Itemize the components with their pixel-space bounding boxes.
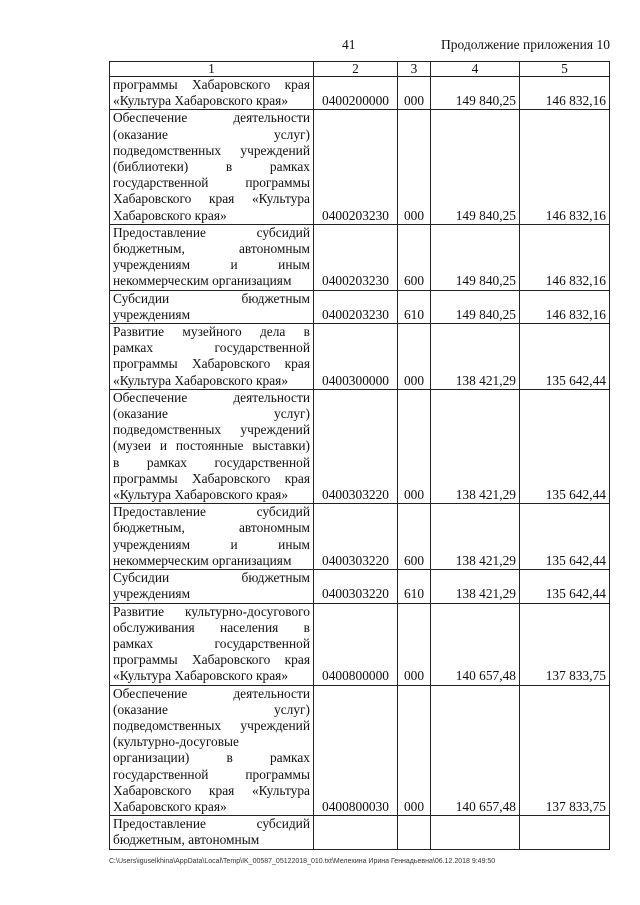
row-name-line: Субсидии бюджетным <box>113 290 310 306</box>
expense-type-code: 000 <box>398 685 431 816</box>
table-row <box>110 324 610 390</box>
table-row <box>110 224 610 290</box>
amount-year-2 <box>520 816 610 849</box>
row-name-line: в рамках государственной <box>113 454 310 470</box>
column-number: 5 <box>520 62 610 77</box>
expense-type-code: 000 <box>398 77 431 110</box>
target-article-code: 0400203230 <box>314 110 398 224</box>
amount-year-2: 135 642,44 <box>520 570 610 603</box>
row-name-line: подведомственных учреждений <box>113 422 310 438</box>
target-article-code: 0400303220 <box>314 570 398 603</box>
row-name-line: программы Хабаровского края <box>113 356 310 372</box>
row-name-line: (музеи и постоянные выставки) <box>113 438 310 454</box>
amount-year-1: 149 840,25 <box>431 290 520 323</box>
row-name-line: «Культура Хабаровского края» <box>113 93 289 109</box>
row-name-line: учреждениям и иным <box>113 536 310 552</box>
table-row <box>110 290 610 323</box>
amount-year-1: 149 840,25 <box>431 224 520 290</box>
row-name-line: (библиотеки) в рамках <box>113 159 310 175</box>
table-row <box>110 570 610 603</box>
row-name-line: рамках государственной <box>113 340 310 356</box>
table-row <box>110 77 610 110</box>
row-name-line: Обеспечение деятельности <box>113 389 310 405</box>
row-name-cell <box>110 603 314 685</box>
amount-year-2: 146 832,16 <box>520 290 610 323</box>
table-row <box>110 685 610 816</box>
column-number-row <box>110 62 610 77</box>
row-name-cell <box>110 290 314 323</box>
row-name-line: Хабаровского края «Культура <box>113 191 310 207</box>
row-name-line: «Культура Хабаровского края» <box>113 668 289 684</box>
target-article-code: 0400800030 <box>314 685 398 816</box>
row-name-line: Предоставление субсидий <box>113 816 310 832</box>
row-name-line: государственной программы <box>113 766 310 782</box>
budget-table-body <box>110 62 610 850</box>
appendix-continuation: Продолжение приложения 10 <box>440 37 610 52</box>
row-name-line: подведомственных учреждений <box>113 142 310 158</box>
row-name-line: Хабаровского края» <box>113 798 227 814</box>
target-article-code: 0400303220 <box>314 389 398 503</box>
target-article-code: 0400303220 <box>314 504 398 570</box>
expense-type-code: 600 <box>398 504 431 570</box>
row-name-line: Хабаровского края «Культура <box>113 782 310 798</box>
row-name-line: рамках государственной <box>113 635 310 651</box>
column-number: 2 <box>314 62 398 77</box>
file-path-footer: C:\Users\iguselkhina\AppData\Local\Temp\IK_00587_05122018_010.txt\Мелехина Ирина Геннадьевна\06.12.2018 9:49:50 <box>109 858 496 865</box>
column-number: 4 <box>431 62 520 77</box>
row-name-line: некоммерческим организациям <box>113 273 292 289</box>
table-row <box>110 816 610 849</box>
row-name-line: Субсидии бюджетным <box>113 570 310 586</box>
row-name-line: Развитие музейного дела в <box>113 324 310 340</box>
target-article-code: 0400200000 <box>314 77 398 110</box>
amount-year-2: 137 833,75 <box>520 685 610 816</box>
row-name-line: бюджетным, автономным <box>113 832 260 848</box>
target-article-code: 0400203230 <box>314 224 398 290</box>
expense-type-code: 000 <box>398 324 431 390</box>
row-name-line: (оказание услуг) <box>113 126 310 142</box>
row-name-line: учреждениям и иным <box>113 257 310 273</box>
expense-type-code: 610 <box>398 570 431 603</box>
amount-year-1: 138 421,29 <box>431 389 520 503</box>
row-name-cell <box>110 389 314 503</box>
row-name-line: подведомственных учреждений <box>113 717 310 733</box>
amount-year-1: 140 657,48 <box>431 603 520 685</box>
row-name-line: учреждениям <box>113 586 191 602</box>
expense-type-code: 000 <box>398 603 431 685</box>
row-name-line: учреждениям <box>113 306 191 322</box>
row-name-line: программы Хабаровского края <box>113 470 310 486</box>
amount-year-2: 137 833,75 <box>520 603 610 685</box>
row-name-cell <box>110 504 314 570</box>
expense-type-code: 610 <box>398 290 431 323</box>
row-name-line: обслуживания населения в <box>113 619 310 635</box>
row-name-line: (оказание услуг) <box>113 701 310 717</box>
row-name-line: государственной программы <box>113 175 310 191</box>
row-name-line: Хабаровского края» <box>113 207 227 223</box>
amount-year-1 <box>431 816 520 849</box>
row-name-line: Развитие культурно-досугового <box>113 603 310 619</box>
row-name-cell <box>110 685 314 816</box>
row-name-line: Предоставление субсидий <box>113 224 310 240</box>
page-number: 41 <box>342 37 356 52</box>
row-name-line: Предоставление субсидий <box>113 504 310 520</box>
table-row <box>110 504 610 570</box>
amount-year-2: 135 642,44 <box>520 504 610 570</box>
target-article-code: 0400203230 <box>314 290 398 323</box>
column-number: 1 <box>110 62 314 77</box>
amount-year-2: 146 832,16 <box>520 77 610 110</box>
row-name-line: программы Хабаровского края <box>113 652 310 668</box>
amount-year-2: 135 642,44 <box>520 389 610 503</box>
target-article-code: 0400800000 <box>314 603 398 685</box>
expense-type-code: 000 <box>398 110 431 224</box>
budget-table <box>109 61 610 850</box>
row-name-line: некоммерческим организациям <box>113 552 292 568</box>
expense-type-code: 000 <box>398 389 431 503</box>
row-name-line: Обеспечение деятельности <box>113 110 310 126</box>
amount-year-2: 135 642,44 <box>520 324 610 390</box>
row-name-line: (культурно-досуговые <box>113 734 239 750</box>
row-name-line: «Культура Хабаровского края» <box>113 487 289 503</box>
amount-year-1: 149 840,25 <box>431 77 520 110</box>
page-header <box>0 37 640 55</box>
row-name-cell <box>110 570 314 603</box>
amount-year-1: 138 421,29 <box>431 570 520 603</box>
target-article-code: 0400300000 <box>314 324 398 390</box>
amount-year-1: 149 840,25 <box>431 110 520 224</box>
amount-year-2: 146 832,16 <box>520 110 610 224</box>
row-name-cell <box>110 224 314 290</box>
row-name-line: (оказание услуг) <box>113 406 310 422</box>
expense-type-code <box>398 816 431 849</box>
row-name-cell <box>110 324 314 390</box>
row-name-line: бюджетным, автономным <box>113 520 310 536</box>
amount-year-1: 140 657,48 <box>431 685 520 816</box>
column-number: 3 <box>398 62 431 77</box>
expense-type-code: 600 <box>398 224 431 290</box>
target-article-code <box>314 816 398 849</box>
row-name-line: программы Хабаровского края <box>113 77 310 92</box>
row-name-cell <box>110 110 314 224</box>
row-name-line: организации) в рамках <box>113 750 310 766</box>
row-name-line: «Культура Хабаровского края» <box>113 372 289 388</box>
row-name-line: Обеспечение деятельности <box>113 685 310 701</box>
table-row <box>110 603 610 685</box>
amount-year-1: 138 421,29 <box>431 324 520 390</box>
row-name-cell <box>110 77 314 110</box>
row-name-cell <box>110 816 314 849</box>
row-name-line: бюджетным, автономным <box>113 241 310 257</box>
table-row <box>110 389 610 503</box>
table-row <box>110 110 610 224</box>
amount-year-1: 138 421,29 <box>431 504 520 570</box>
amount-year-2: 146 832,16 <box>520 224 610 290</box>
